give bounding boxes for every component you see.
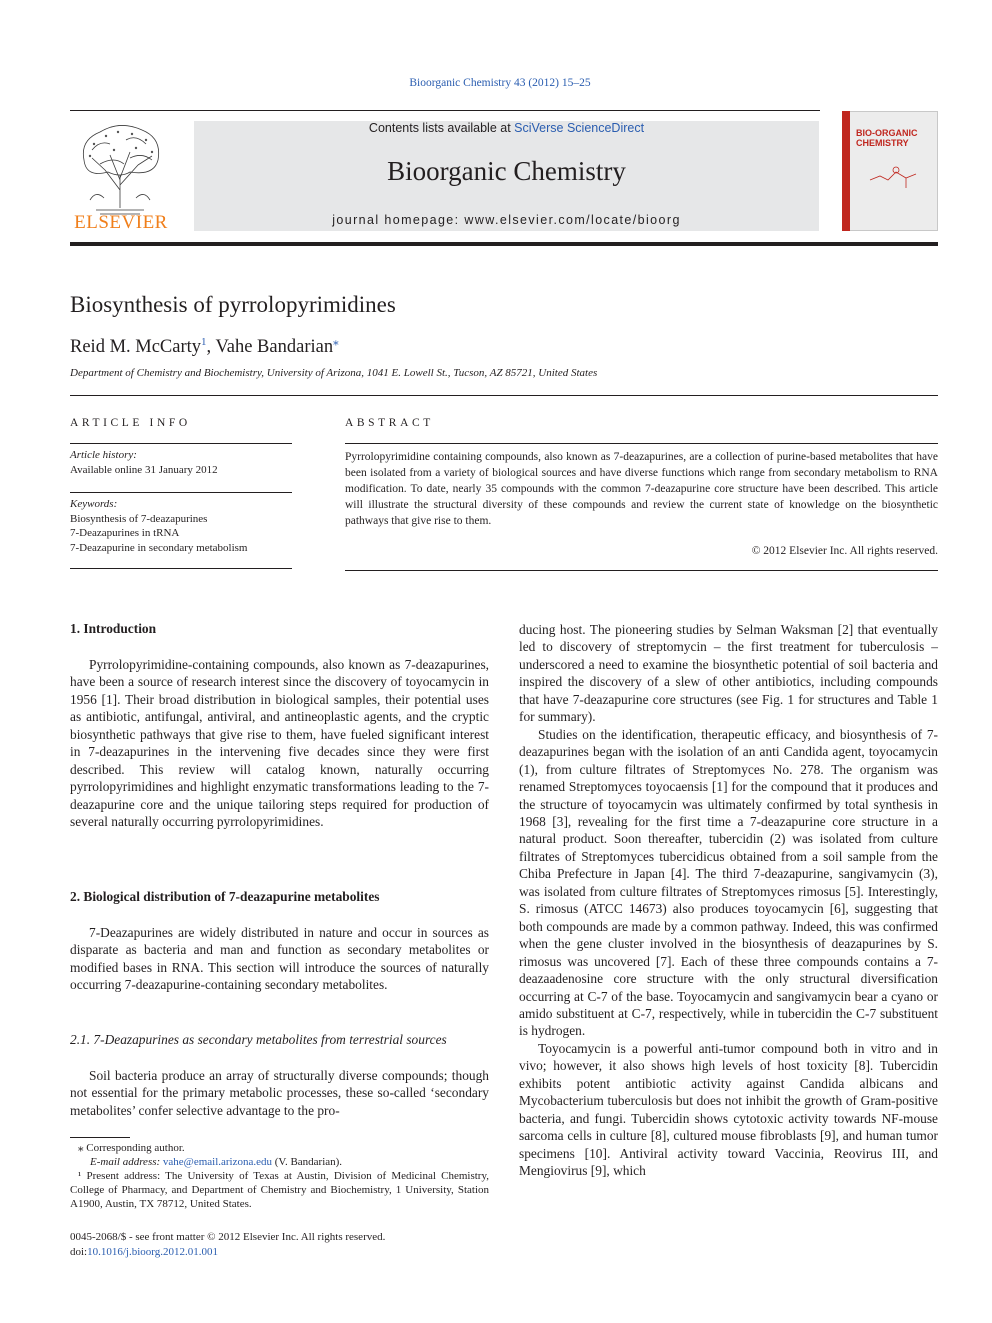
abstract-heading: ABSTRACT [345,417,434,429]
body-paragraph [70,924,489,994]
doi-line [70,1245,385,1260]
abstract-rule [345,570,938,571]
section-heading: 1. Introduction [70,621,157,636]
paragraph-text: Soil bacteria produce an array of structurally diverse compounds; though not essential for the primary metabolic processes, these so-called ‘secondary metabolites’ confer selective advantage to the pro- [70,1068,489,1118]
section-heading: 2. Biological distribution of 7-deazapurine metabolites [70,889,380,904]
journal-citation[interactable]: Bioorganic Chemistry 43 (2012) 15–25 [409,77,591,89]
doi-link[interactable]: 10.1016/j.bioorg.2012.01.001 [87,1245,219,1258]
keywords-block [70,497,247,555]
keywords-label: Keywords: [70,498,118,510]
keyword-item: 7-Deazapurine in secondary metabolism [70,541,248,554]
paragraph-text: Studies on the identification, therapeutic efficacy, and biosynthesis of 7-deazapurines began with the isolation of an anti Candida agent, toyocamycin (1), from culture filtrates of Streptomyces No. 278. The organism was renamed Streptomyces toyocaensis [1] for the compound that it produces and the structure of toyocamycin was ultimately confirmed by total synthesis in 1968 [3], revealing for the first time a 7-deazapurine core structure in a natural product. Soon thereafter, tubercidin (2) was isolated from culture filtrates of Streptomyces tubercidicus obtained from a soil sample from the Chiba Prefecture in Japan [4]. The third 7-deazapurine, sangivamycin (3), was isolated from culture filtrates of Streptomyces rimosus [5]. Interestingly, S. rimosus (ATCC 14673) also produces toyocamycin [6], suggesting that both compounds are made by a common pathway. Indeed, this was confirmed when the gene cluster involved in the biosynthesis of deazapurines by S. rimosus was uncovered [7]. Each of these three compounds contains a 7-deazaadenosine core structure with the only structural diversification occurring at C-7 of the base. Toyocamycin and sangivamycin bear a cyano or amido substituent at C-7, respectively, while in tubercidin the C-7 substituent is hydrogen. [519,726,938,1039]
corresponding-author-mark[interactable]: ⁎ [333,336,339,348]
author-separator: , [206,337,216,358]
paragraph-text: ducing host. The pioneering studies by Selman Waksman [2] that eventually led to discovery of streptomycin – the first treatment for tuberculosis – underscored a need to examine the biosynthetic potential of soil bacteria and inspired the discovery of a slew of other antibiotics, including compounds that have 7-deazapurine core structures (see Fig. 1 for structures and Table 1 for summary). [519,622,938,725]
journal-title: Bioorganic Chemistry [387,156,626,186]
history-value: Available online 31 January 2012 [70,463,218,476]
cover-molecule-graphic [866,162,930,192]
abstract-text: Pyrrolopyrimidine containing compounds, also known as 7-deazapurines, are a collection of purine-based metabolites that have been isolated from a variety of biological sources and have diverse functions which range from secondary metabolism to RNA modification. To date, nearly 35 compounds with the common 7-deazapurine core structure have been described. This article will illustrate the structural diversity of these compounds and review the current state of knowledge on the biosynthetic pathways that give rise to them. [345,451,938,527]
header-rule [70,110,820,111]
info-rule [70,443,292,444]
footnotes [70,1141,489,1211]
email-suffix: (V. Bandarian). [274,1156,343,1168]
header-thick-rule [70,242,938,246]
corresponding-author-note: ⁎ Corresponding author. [78,1142,185,1154]
issn-line: 0045-2068/$ - see front matter © 2012 Elsevier Inc. All rights reserved. [70,1231,386,1243]
body-paragraph [70,656,489,831]
contents-prefix: Contents lists available at [368,121,511,135]
contents-availability [194,121,819,135]
info-rule [70,568,292,569]
sciencedirect-link[interactable]: SciVerse ScienceDirect [514,121,645,135]
paragraph-text: Pyrrolopyrimidine-containing compounds, also known as 7-deazapurines, have been a source of research interest since the discovery of toyocamycin in 1956 [1]. Their broad distribution in biological samples, their potential uses as antibiotic, antifungal, antiviral, and antineoplastic agents, and the cryptic biosynthetic pathways that give rise to them, have fueled significant interest in 7-deazapurines in the intervening five decades since they were first described. This review will catalog known, naturally occurring pyrrolopyrimidines and highlight enzymatic transformations leading to the 7-deazapurine core and the unique tailoring steps required for production of several naturally occurring pyrrolopyrimidines. [70,657,489,830]
elsevier-wordmark: ELSEVIER [74,212,168,233]
email-link[interactable]: vahe@email.arizona.edu [162,1156,272,1168]
abstract-copyright: © 2012 Elsevier Inc. All rights reserved. [751,545,938,557]
journal-homepage[interactable]: journal homepage: www.elsevier.com/locate/bioorg [332,213,681,227]
article-title: Biosynthesis of pyrrolopyrimidines [70,292,396,317]
author-name: Vahe Bandarian [215,337,334,358]
info-rule [70,492,292,493]
history-label: Article history: [70,449,137,461]
footnote-rule [70,1137,130,1138]
paragraph-text: 7-Deazapurines are widely distributed in nature and occur in sources as disparate as bacteria and man and function as secondary metabolites or modified bases in RNA. This section will introduce the sources of naturally occurring 7-deazapurine-containing secondary metabolites. [70,925,489,993]
abstract-rule [345,443,938,444]
keyword-item: Biosynthesis of 7-deazapurines [70,512,208,525]
title-rule [70,395,938,396]
subsection-heading: 2.1. 7-Deazapurines as secondary metabolites from terrestrial sources [70,1032,447,1047]
author-footnote-mark[interactable]: 1 [201,336,207,348]
author-list [70,335,339,358]
bottom-metadata [70,1230,385,1259]
body-paragraph [70,1067,489,1119]
email-label: E-mail address: [90,1156,161,1168]
present-address-note: ¹ Present address: The University of Texas at Austin, Division of Medicinal Chemistry, College of Pharmacy, and Department of Chemistry and Biochemistry, 1 University, Station A1900, Austin, TX 78712, United States. [70,1170,489,1210]
cover-title: BIO-ORGANIC CHEMISTRY [856,128,918,148]
author-name: Reid M. McCarty [70,337,202,358]
article-history [70,448,218,477]
author-affiliation: Department of Chemistry and Biochemistry, University of Arizona, 1041 E. Lowell St., Tucson, AZ 85721, United States [70,367,598,379]
doi-label: doi: [70,1245,88,1258]
email-note [70,1155,489,1169]
keyword-item: 7-Deazapurines in tRNA [70,527,180,539]
paragraph-text: Toyocamycin is a powerful anti-tumor compound both in vitro and in vivo; however, it also shows high levels of host toxicity [8]. Tubercidin exhibits potent antibiotic activity against Candida albicans and Mycobacterium tuberculosis but does not inhibit the growth of Gram-positive bacteria, and fungi. Tubercidin shows cytotoxic activity towards NF-mouse sarcoma cells in culture [8], cultured mouse fibroblasts [9], and human tumor specimens [10]. Antiviral activity toward Vaccinia, Reovirus III, and Mengiovirus [9], which [519,1040,938,1179]
cover-stripe [842,111,850,231]
right-column [519,621,938,1180]
article-info-heading: ARTICLE INFO [70,417,191,429]
